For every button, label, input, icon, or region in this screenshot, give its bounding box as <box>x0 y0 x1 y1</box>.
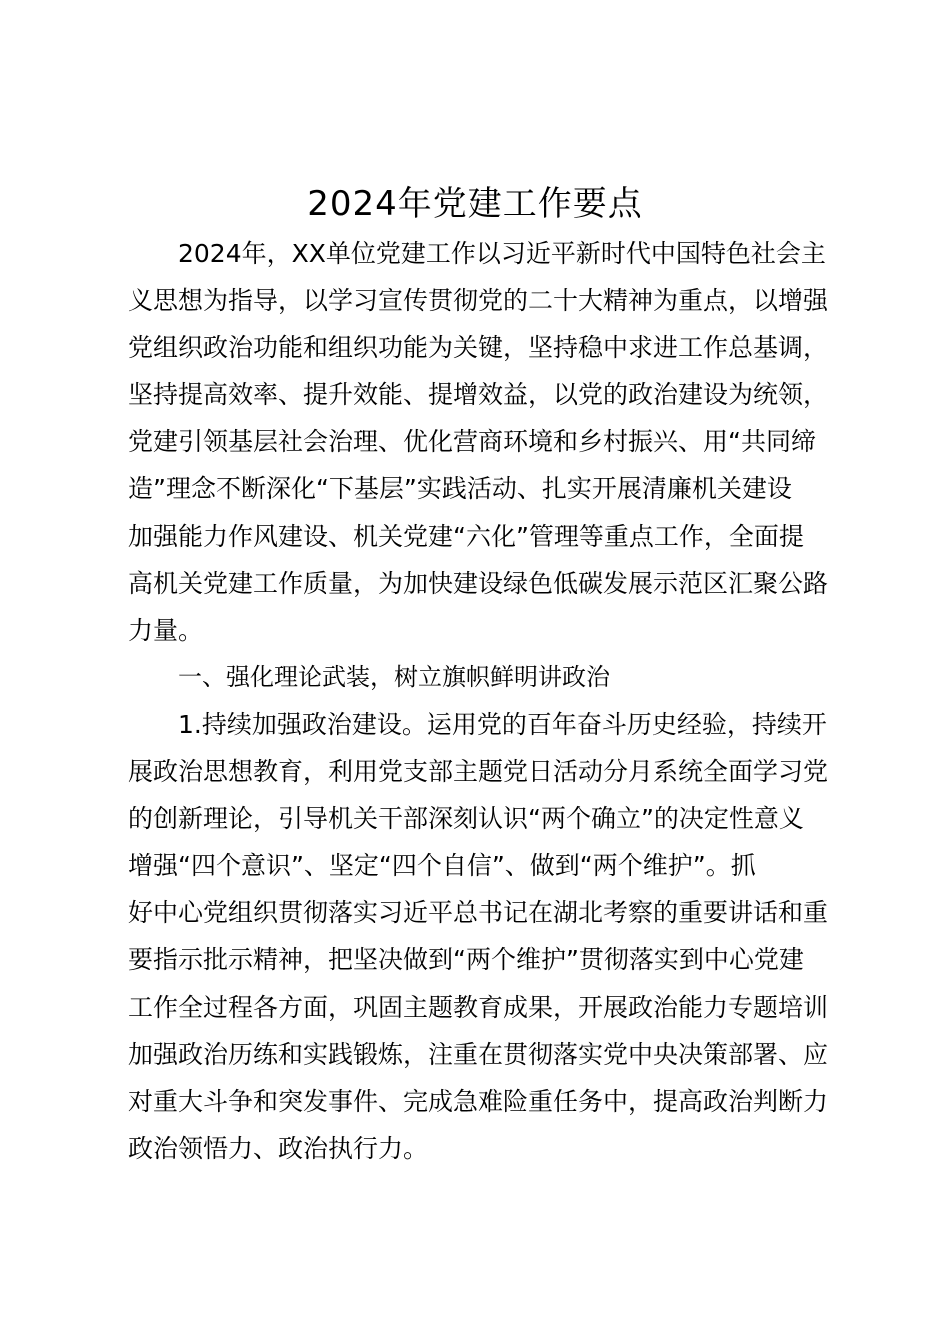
intro-line: 坚持提高效率、提升效能、提增效益，以党的政治建设为统领， <box>128 380 829 410</box>
intro-line: 力量。 <box>128 615 204 645</box>
intro-line: 造”理念不断深化“下基层”实践活动、扎实开展清廉机关建设 <box>128 474 792 504</box>
item1-line: 政治领悟力、政治执行力。 <box>128 1133 429 1163</box>
item1-line: 加强政治历练和实践锻炼，注重在贯彻落实党中央决策部署、应 <box>128 1039 829 1069</box>
intro-line: 党建引领基层社会治理、优化营商环境和乡村振兴、用“共同缔 <box>128 427 816 457</box>
item1-line: 对重大斗争和突发事件、完成急难险重任务中，提高政治判断力 <box>128 1086 829 1116</box>
document-title: 2024年党建工作要点 <box>307 184 643 224</box>
item1-line: 增强“四个意识”、坚定“四个自信”、做到“两个维护”。抓 <box>128 851 756 881</box>
intro-line: 2024年，XX单位党建工作以习近平新时代中国特色社会主 <box>178 239 826 268</box>
item1-line: 要指示批示精神，把坚决做到“两个维护”贯彻落实到中心党建 <box>128 945 804 975</box>
intro-line: 党组织政治功能和组织功能为关键，坚持稳中求进工作总基调， <box>128 333 829 363</box>
document-body <box>128 230 848 1172</box>
intro-line: 加强能力作风建设、机关党建“六化”管理等重点工作，全面提 <box>128 521 804 551</box>
item1-line: 1.持续加强政治建设。运用党的百年奋斗历史经验，持续开 <box>178 709 827 739</box>
intro-line: 高机关党建工作质量，为加快建设绿色低碳发展示范区汇聚公路 <box>128 568 829 598</box>
section-heading: 一、强化理论武装，树立旗帜鲜明讲政治 <box>178 662 610 691</box>
item1-line: 展政治思想教育，利用党支部主题党日活动分月系统全面学习党 <box>128 757 829 787</box>
item1-line: 好中心党组织贯彻落实习近平总书记在湖北考察的重要讲话和重 <box>128 898 829 928</box>
intro-line: 义思想为指导，以学习宣传贯彻党的二十大精神为重点，以增强 <box>128 286 829 316</box>
item1-line: 工作全过程各方面，巩固主题教育成果，开展政治能力专题培训 <box>128 992 829 1022</box>
item1-line: 的创新理论，引导机关干部深刻认识“两个确立”的决定性意义 <box>128 804 804 834</box>
